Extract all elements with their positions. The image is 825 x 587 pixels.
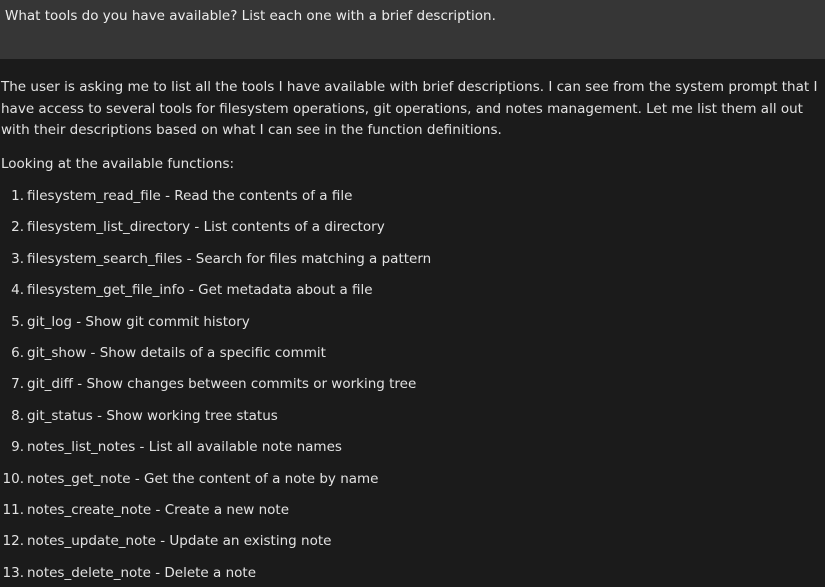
tool-name: notes_get_note xyxy=(27,470,131,487)
list-number: 11. xyxy=(2,501,24,518)
tool-name: filesystem_search_files xyxy=(27,250,183,267)
tool-separator: - xyxy=(155,533,170,550)
list-number: 8. xyxy=(11,407,24,424)
list-number: 9. xyxy=(11,439,24,456)
tool-name: git_log xyxy=(27,313,72,330)
user-message-bubble xyxy=(0,0,825,59)
tool-description: Show git commit history xyxy=(85,313,250,330)
tool-separator: - xyxy=(130,470,144,487)
tool-list xyxy=(0,187,822,587)
list-number: 2. xyxy=(11,219,24,236)
tool-name: notes_create_note xyxy=(27,501,152,518)
tool-name: git_show xyxy=(27,344,87,361)
list-number: 13. xyxy=(2,564,24,581)
tool-list-item xyxy=(0,375,822,406)
tool-separator: - xyxy=(72,376,87,393)
tool-separator: - xyxy=(190,219,204,236)
tool-separator: - xyxy=(160,188,175,204)
assistant-response xyxy=(0,77,822,587)
tool-separator: - xyxy=(71,313,86,330)
response-lead-in: Looking at the available functions: xyxy=(1,155,235,172)
tool-separator: - xyxy=(151,501,165,518)
tool-list-item xyxy=(0,187,822,218)
list-number: 10. xyxy=(2,470,24,487)
list-number: 3. xyxy=(11,250,24,267)
tool-separator: - xyxy=(92,407,107,424)
tool-name: filesystem_read_file xyxy=(27,188,161,204)
tool-separator: - xyxy=(182,250,196,267)
tool-name: notes_delete_note xyxy=(27,564,151,581)
tool-list-item xyxy=(0,564,822,587)
tool-separator: - xyxy=(150,564,165,581)
tool-list-item xyxy=(0,407,822,438)
tool-description: Update an existing note xyxy=(169,533,332,550)
tool-description: Show details of a specific commit xyxy=(99,344,326,361)
list-number: 1. xyxy=(11,188,24,204)
tool-list-item xyxy=(0,218,822,249)
tool-description: List contents of a directory xyxy=(203,219,385,236)
tool-list-item xyxy=(0,470,822,501)
tool-list-item xyxy=(0,313,822,344)
tool-description: Delete a note xyxy=(164,564,257,581)
tool-name: filesystem_get_file_info xyxy=(27,282,185,299)
tool-list-item xyxy=(0,281,822,312)
tool-description: Get metadata about a file xyxy=(198,282,373,299)
tool-name: git_status xyxy=(27,407,93,424)
tool-description: Show changes between commits or working tree xyxy=(86,376,417,393)
list-number: 12. xyxy=(2,533,24,550)
response-paragraph: The user is asking me to list all the tools I have available with brief descriptions. I can see from the system prompt that I have access to several tools for filesystem operations, git operations, and notes management. Let me list them all out with their descriptions based on what I can see in the function definitions. xyxy=(1,79,818,138)
user-message-text: What tools do you have available? List each one with a brief description. xyxy=(5,8,496,24)
tool-description: Show working tree status xyxy=(106,407,278,424)
tool-list-item xyxy=(0,501,822,532)
tool-name: git_diff xyxy=(27,376,73,393)
tool-description: Search for files matching a pattern xyxy=(195,250,432,267)
tool-name: notes_update_note xyxy=(27,533,156,550)
tool-separator: - xyxy=(86,344,100,361)
list-number: 6. xyxy=(11,344,24,361)
tool-description: List all available note names xyxy=(148,439,342,456)
tool-name: notes_list_notes xyxy=(27,439,136,456)
tool-description: Create a new note xyxy=(164,501,290,518)
list-number: 4. xyxy=(11,282,24,299)
tool-name: filesystem_list_directory xyxy=(27,219,191,236)
list-number: 7. xyxy=(11,376,24,393)
tool-list-item xyxy=(0,532,822,563)
tool-separator: - xyxy=(135,439,149,456)
tool-description: Get the content of a note by name xyxy=(144,470,379,487)
tool-list-item xyxy=(0,250,822,281)
tool-list-item xyxy=(0,438,822,469)
tool-description: Read the contents of a file xyxy=(174,188,353,204)
tool-separator: - xyxy=(184,282,199,299)
list-number: 5. xyxy=(11,313,24,330)
tool-list-item xyxy=(0,344,822,375)
